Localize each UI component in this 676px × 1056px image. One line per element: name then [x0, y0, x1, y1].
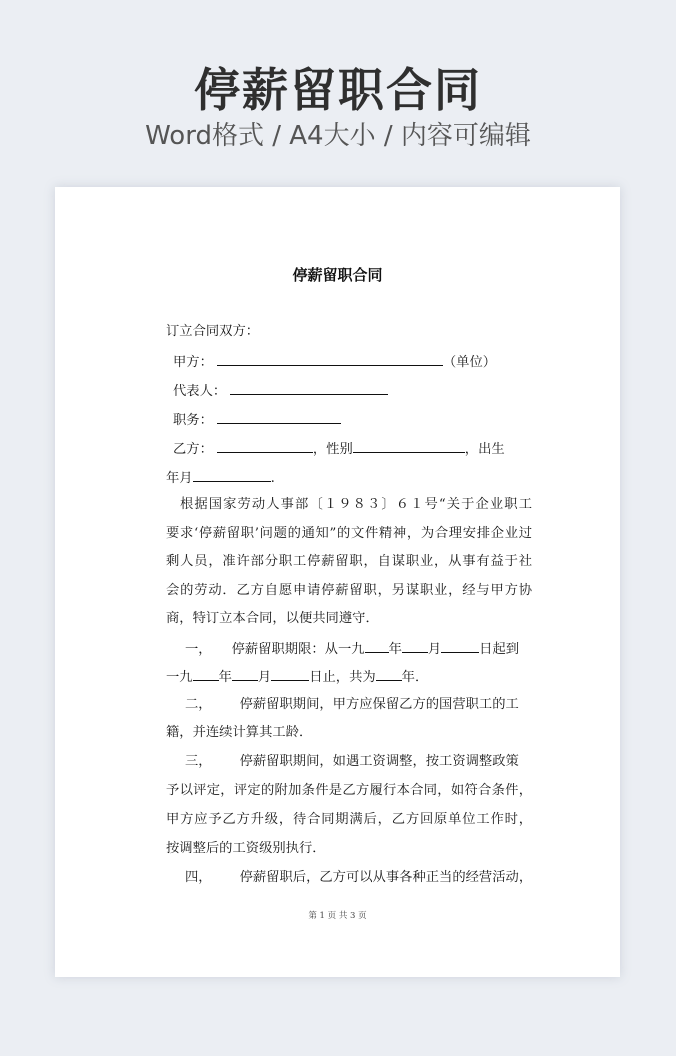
banner-title: 停薪留职合同: [194, 63, 482, 117]
representative-blank[interactable]: [230, 380, 388, 395]
clause-3-line-1: [185, 752, 532, 772]
preamble-line-4: 会的劳动．乙方自愿申请停薪留职，另谋职业，经与甲方协: [166, 583, 532, 598]
preamble-line-2: 要求‘停薪留职’问题的通知”的文件精神，为合理安排企业过: [166, 526, 532, 541]
document-title: 停薪留职合同: [292, 266, 383, 284]
year-label: 年: [388, 642, 402, 657]
day-from-label: 日起到: [479, 642, 520, 657]
clause-4-line-1: [185, 868, 532, 888]
end-year-blank[interactable]: [193, 666, 219, 681]
clause-1-line-1: [185, 638, 532, 660]
clause-1-number: 一，: [185, 642, 212, 657]
end-month-blank[interactable]: [232, 666, 258, 681]
party-a-blank[interactable]: [217, 351, 443, 366]
birth-label-2: 年月: [166, 471, 193, 486]
clause-3-line-2: 予以评定，评定的附加条件是乙方履行本合同，如符合条件，: [166, 783, 532, 798]
clause-4-text: 停薪留职后，乙方可以从事各种正当的经营活动，: [239, 870, 533, 885]
period: .: [270, 471, 275, 486]
clause-3-line-3: 甲方应予乙方升级，待合同期满后，乙方回原单位工作时，: [166, 812, 532, 827]
clause-1-text: 停薪留职期限：从一九: [231, 642, 365, 657]
clause-1-line2-start: 一九: [166, 670, 193, 685]
start-day-blank[interactable]: [441, 638, 479, 653]
representative-label: 代表人：: [173, 384, 227, 399]
party-b-line: [173, 438, 539, 460]
day-to-label: 日止，共为: [309, 670, 376, 685]
clause-1-line-2: [166, 666, 532, 688]
preamble-line-3: 剩人员，准许部分职工停薪留职，自谋职业，从事有益于社: [166, 554, 532, 569]
years-end-label: 年．: [401, 670, 429, 685]
clause-3-line-4: 按调整后的工资级别执行．: [166, 841, 326, 856]
clause-2-line-2: 籍，并连续计算其工龄．: [166, 725, 313, 740]
year-label: 年: [218, 670, 232, 685]
end-day-blank[interactable]: [271, 666, 309, 681]
start-year-blank[interactable]: [365, 638, 389, 653]
document-page: [55, 187, 620, 977]
total-years-blank[interactable]: [376, 666, 402, 681]
start-month-blank[interactable]: [402, 638, 428, 653]
position-blank[interactable]: [217, 409, 341, 424]
clause-3-number: 三，: [185, 754, 212, 769]
birth-blank[interactable]: [193, 467, 271, 482]
birth-line: [166, 467, 532, 489]
position-line: [173, 409, 539, 431]
party-b-label: 乙方：: [173, 442, 213, 457]
representative-line: [173, 380, 539, 402]
party-a-suffix: （单位）: [442, 355, 497, 370]
position-label: 职务：: [173, 413, 213, 428]
clause-2-number: 二，: [185, 697, 212, 712]
month-label: 月: [257, 670, 272, 685]
preamble-line-1: 根据国家劳动人事部〔１９８３〕６１号“关于企业职工: [180, 497, 532, 512]
clause-2-text: 停薪留职期间，甲方应保留乙方的国营职工的工: [239, 697, 519, 712]
gender-blank[interactable]: [353, 438, 465, 453]
month-label: 月: [427, 642, 442, 657]
clause-2-line-1: [185, 695, 532, 715]
clause-3-text: 停薪留职期间，如遇工资调整，按工资调整政策: [239, 754, 519, 769]
preamble-line-5: 商，特订立本合同，以便共同遵守．: [166, 611, 379, 626]
clause-4-number: 四，: [185, 870, 212, 885]
banner-subtitle: Word格式 / A4大小 / 内容可编辑: [145, 121, 531, 151]
birth-label: ，出生: [464, 442, 505, 457]
party-a-line: [173, 351, 539, 373]
page-footer: 第 1 页 共 3 页: [308, 911, 367, 921]
party-b-blank[interactable]: [217, 438, 313, 453]
parties-heading: 订立合同双方：: [166, 324, 260, 339]
party-a-label: 甲方：: [173, 355, 213, 370]
gender-label: ，性别: [312, 442, 353, 457]
